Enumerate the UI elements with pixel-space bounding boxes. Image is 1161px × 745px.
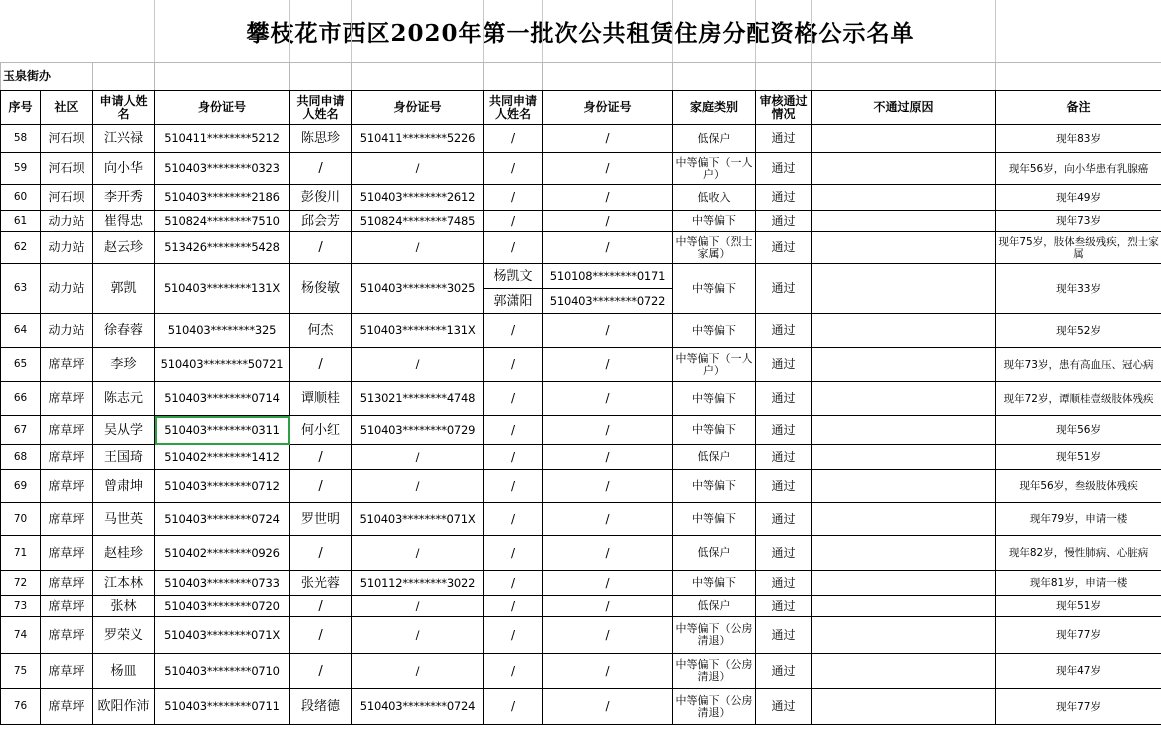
cell-id[interactable]: 510403********0710	[155, 654, 290, 689]
table-row	[1, 348, 1161, 382]
cell-id[interactable]: 510403********071X	[155, 617, 290, 654]
cell-id[interactable]: 510824********7510	[155, 211, 290, 232]
cell-community[interactable]: 席草坪	[41, 617, 93, 654]
cell-family-type[interactable]: 低保户	[673, 536, 756, 571]
cell-applicant[interactable]: 张林	[93, 596, 155, 617]
cell-id-3[interactable]: /	[543, 503, 673, 536]
cell-id[interactable]: 510403********325	[155, 314, 290, 348]
cell-co-applicant-1[interactable]: /	[290, 348, 352, 382]
cell-id[interactable]: 510403********0311	[155, 416, 290, 445]
cell-note[interactable]: 现年56岁，向小华患有乳腺癌	[996, 153, 1161, 185]
cell-review[interactable]: 通过	[756, 617, 812, 654]
header-applicant[interactable]: 申请人姓名	[93, 91, 155, 125]
header-review[interactable]: 审核通过情况	[756, 91, 812, 125]
cell-note[interactable]: 现年49岁	[996, 185, 1161, 211]
cell-review[interactable]: 通过	[756, 348, 812, 382]
cell-id[interactable]: 510403********0711	[155, 689, 290, 725]
cell-applicant[interactable]: 崔得忠	[93, 211, 155, 232]
cell-community[interactable]: 河石坝	[41, 125, 93, 153]
cell-seq[interactable]: 66	[1, 382, 41, 416]
cell-review[interactable]: 通过	[756, 416, 812, 445]
cell-co-applicant-2[interactable]: /	[484, 211, 543, 232]
cell-family-type[interactable]: 中等偏下	[673, 314, 756, 348]
cell-co-applicant-2[interactable]: /	[484, 232, 543, 264]
cell-community[interactable]: 席草坪	[41, 596, 93, 617]
cell-community[interactable]: 席草坪	[41, 503, 93, 536]
cell-seq[interactable]: 65	[1, 348, 41, 382]
cell-id-2[interactable]: 510403********0724	[352, 689, 484, 725]
cell-id[interactable]: 510403********0712	[155, 470, 290, 503]
table-row	[1, 470, 1161, 503]
cell-family-type[interactable]: 低保户	[673, 596, 756, 617]
cell-community[interactable]: 席草坪	[41, 416, 93, 445]
cell-id[interactable]: 510403********0724	[155, 503, 290, 536]
cell-community[interactable]: 动力站	[41, 211, 93, 232]
cell-id-3[interactable]: /	[543, 654, 673, 689]
cell-id-3[interactable]: /	[543, 617, 673, 654]
cell-community[interactable]: 席草坪	[41, 654, 93, 689]
cell-id-3[interactable]: /	[543, 314, 673, 348]
cell[interactable]	[155, 63, 290, 91]
cell-co-applicant-2[interactable]: /	[484, 125, 543, 153]
cell-applicant[interactable]: 马世英	[93, 503, 155, 536]
table-row	[1, 314, 1161, 348]
cell-id[interactable]: 510402********0926	[155, 536, 290, 571]
cell-seq[interactable]: 70	[1, 503, 41, 536]
allocation-table	[0, 62, 1161, 725]
cell-id-2[interactable]: /	[352, 232, 484, 264]
cell-id-3[interactable]: /	[543, 348, 673, 382]
gridline	[154, 0, 155, 62]
cell-co-applicant-1[interactable]: /	[290, 654, 352, 689]
cell-id-2[interactable]: /	[352, 445, 484, 470]
cell-id-2[interactable]: /	[352, 654, 484, 689]
gridline	[483, 0, 484, 62]
cell-id-2[interactable]: 510411********5226	[352, 125, 484, 153]
cell-id-3[interactable]: 510403********0722	[543, 289, 673, 314]
cell-id-2[interactable]: /	[352, 348, 484, 382]
cell-family-type[interactable]: 中等偏下	[673, 503, 756, 536]
cell-id-3[interactable]: /	[543, 571, 673, 596]
cell-community[interactable]: 河石坝	[41, 185, 93, 211]
cell-id[interactable]: 510403********2186	[155, 185, 290, 211]
cell-id-3[interactable]: /	[543, 536, 673, 571]
cell-family-type[interactable]: 中等偏下	[673, 211, 756, 232]
cell-note[interactable]: 现年75岁，肢体叁级残疾，烈士家属	[996, 232, 1161, 264]
cell-review[interactable]: 通过	[756, 654, 812, 689]
cell-id-3[interactable]: /	[543, 382, 673, 416]
cell-co-applicant-1[interactable]: 杨俊敏	[290, 264, 352, 314]
cell-family-type[interactable]: 中等偏下（烈士家属）	[673, 232, 756, 264]
cell-review[interactable]: 通过	[756, 314, 812, 348]
cell-fail-reason[interactable]	[812, 382, 996, 416]
group-label[interactable]: 玉泉街办	[1, 63, 93, 91]
cell-family-type[interactable]: 中等偏下（公房清退）	[673, 689, 756, 725]
cell[interactable]	[812, 63, 996, 91]
cell-fail-reason[interactable]	[812, 654, 996, 689]
cell-seq[interactable]: 72	[1, 571, 41, 596]
cell-co-applicant-1[interactable]: 何小红	[290, 416, 352, 445]
cell-co-applicant-1[interactable]: 段绪德	[290, 689, 352, 725]
cell-community[interactable]: 动力站	[41, 314, 93, 348]
cell[interactable]	[673, 63, 756, 91]
cell-co-applicant-2[interactable]: /	[484, 382, 543, 416]
cell-co-applicant-2[interactable]: /	[484, 617, 543, 654]
cell-fail-reason[interactable]	[812, 470, 996, 503]
cell-id[interactable]: 510411********5212	[155, 125, 290, 153]
cell-family-type[interactable]: 中等偏下	[673, 382, 756, 416]
cell-fail-reason[interactable]	[812, 416, 996, 445]
cell-applicant[interactable]: 欧阳作沛	[93, 689, 155, 725]
cell-id-3[interactable]: /	[543, 185, 673, 211]
cell[interactable]	[290, 63, 352, 91]
cell-seq[interactable]: 64	[1, 314, 41, 348]
cell-co-applicant-2[interactable]: /	[484, 185, 543, 211]
cell-co-applicant-2[interactable]: /	[484, 314, 543, 348]
cell-applicant[interactable]: 王国琦	[93, 445, 155, 470]
header-community[interactable]: 社区	[41, 91, 93, 125]
cell-review[interactable]: 通过	[756, 153, 812, 185]
cell-note[interactable]: 现年73岁	[996, 211, 1161, 232]
header-id[interactable]: 身份证号	[155, 91, 290, 125]
cell-note[interactable]: 现年51岁	[996, 445, 1161, 470]
header-family-type[interactable]: 家庭类别	[673, 91, 756, 125]
cell-seq[interactable]: 67	[1, 416, 41, 445]
cell-applicant[interactable]: 向小华	[93, 153, 155, 185]
cell-family-type[interactable]: 低保户	[673, 445, 756, 470]
table-row	[1, 596, 1161, 617]
cell-seq[interactable]: 74	[1, 617, 41, 654]
cell-seq[interactable]: 60	[1, 185, 41, 211]
cell-family-type[interactable]: 中等偏下	[673, 264, 756, 314]
cell-id-2[interactable]: 510403********2612	[352, 185, 484, 211]
cell-seq[interactable]: 73	[1, 596, 41, 617]
cell-note[interactable]: 现年56岁，叁级肢体残疾	[996, 470, 1161, 503]
gridline	[542, 0, 543, 62]
cell-applicant[interactable]: 赵桂珍	[93, 536, 155, 571]
cell-fail-reason[interactable]	[812, 503, 996, 536]
table-row	[1, 654, 1161, 689]
header-note[interactable]: 备注	[996, 91, 1161, 125]
cell-review[interactable]: 通过	[756, 470, 812, 503]
cell-review[interactable]: 通过	[756, 232, 812, 264]
cell-community[interactable]: 席草坪	[41, 470, 93, 503]
cell-co-applicant-2[interactable]: /	[484, 503, 543, 536]
header-id-3[interactable]: 身份证号	[543, 91, 673, 125]
cell-applicant[interactable]: 徐春蓉	[93, 314, 155, 348]
cell-community[interactable]: 席草坪	[41, 445, 93, 470]
cell-seq[interactable]: 69	[1, 470, 41, 503]
cell-id[interactable]: 510403********0323	[155, 153, 290, 185]
cell-id-2[interactable]: 510403********3025	[352, 264, 484, 314]
cell-note[interactable]: 现年77岁	[996, 689, 1161, 725]
cell-applicant[interactable]: 陈志元	[93, 382, 155, 416]
cell-review[interactable]: 通过	[756, 503, 812, 536]
cell-co-applicant-1[interactable]: /	[290, 536, 352, 571]
cell-community[interactable]: 动力站	[41, 264, 93, 314]
cell-co-applicant-1[interactable]: 张光蓉	[290, 571, 352, 596]
cell-seq[interactable]: 61	[1, 211, 41, 232]
cell-note[interactable]: 现年73岁，患有高血压、冠心病	[996, 348, 1161, 382]
cell-note[interactable]: 现年56岁	[996, 416, 1161, 445]
cell-id-2[interactable]: /	[352, 617, 484, 654]
cell-review[interactable]: 通过	[756, 689, 812, 725]
cell-id-2[interactable]: 510403********071X	[352, 503, 484, 536]
cell-family-type[interactable]: 中等偏下（一人户）	[673, 348, 756, 382]
cell[interactable]	[543, 63, 673, 91]
cell-co-applicant-2[interactable]: /	[484, 571, 543, 596]
cell-community[interactable]: 动力站	[41, 232, 93, 264]
cell-co-applicant-1[interactable]: 陈思珍	[290, 125, 352, 153]
cell-id-3[interactable]: 510108********0171	[543, 264, 673, 289]
cell-co-applicant-2[interactable]: /	[484, 689, 543, 725]
cell-id-3[interactable]: /	[543, 211, 673, 232]
table-row	[1, 617, 1161, 654]
cell-id-3[interactable]: /	[543, 470, 673, 503]
cell-family-type[interactable]: 中等偏下（公房清退）	[673, 617, 756, 654]
cell-id-2[interactable]: /	[352, 153, 484, 185]
cell-note[interactable]: 现年47岁	[996, 654, 1161, 689]
cell-note[interactable]: 现年33岁	[996, 264, 1161, 314]
cell-fail-reason[interactable]	[812, 125, 996, 153]
cell-applicant[interactable]: 李珍	[93, 348, 155, 382]
cell-id[interactable]: 510403********0733	[155, 571, 290, 596]
header-co-applicant-1[interactable]: 共同申请人姓名	[290, 91, 352, 125]
gridline	[289, 0, 290, 62]
cell-co-applicant-2[interactable]: /	[484, 416, 543, 445]
table-row	[1, 153, 1161, 185]
cell-co-applicant-1[interactable]: 罗世明	[290, 503, 352, 536]
cell-co-applicant-2[interactable]: /	[484, 153, 543, 185]
cell-id[interactable]: 510403********0720	[155, 596, 290, 617]
cell-family-type[interactable]: 低保户	[673, 125, 756, 153]
cell-fail-reason[interactable]	[812, 211, 996, 232]
table-row	[1, 264, 1161, 289]
table-row	[1, 125, 1161, 153]
cell-fail-reason[interactable]	[812, 348, 996, 382]
cell-id-3[interactable]: /	[543, 416, 673, 445]
cell-applicant[interactable]: 江兴禄	[93, 125, 155, 153]
cell-family-type[interactable]: 低收入	[673, 185, 756, 211]
cell-id[interactable]: 510403********50721	[155, 348, 290, 382]
cell-community[interactable]: 席草坪	[41, 348, 93, 382]
cell-fail-reason[interactable]	[812, 232, 996, 264]
cell-co-applicant-1[interactable]: 何杰	[290, 314, 352, 348]
cell-note[interactable]: 现年51岁	[996, 596, 1161, 617]
cell-applicant[interactable]: 江本林	[93, 571, 155, 596]
cell-applicant[interactable]: 杨皿	[93, 654, 155, 689]
table-row	[1, 445, 1161, 470]
cell-co-applicant-1[interactable]: /	[290, 445, 352, 470]
cell-co-applicant-2[interactable]: /	[484, 470, 543, 503]
cell-id[interactable]: 513426********5428	[155, 232, 290, 264]
cell-seq[interactable]: 58	[1, 125, 41, 153]
table-row	[1, 211, 1161, 232]
cell-community[interactable]: 席草坪	[41, 382, 93, 416]
cell-family-type[interactable]: 中等偏下	[673, 470, 756, 503]
cell-id-2[interactable]: 510403********0729	[352, 416, 484, 445]
cell-id-2[interactable]: 510112********3022	[352, 571, 484, 596]
cell-applicant[interactable]: 曾肃坤	[93, 470, 155, 503]
cell-family-type[interactable]: 中等偏下	[673, 416, 756, 445]
cell-community[interactable]: 席草坪	[41, 689, 93, 725]
cell-co-applicant-2[interactable]: 郭潇阳	[484, 289, 543, 314]
cell-family-type[interactable]: 中等偏下（一人户）	[673, 153, 756, 185]
cell-co-applicant-1[interactable]: /	[290, 232, 352, 264]
cell-fail-reason[interactable]	[812, 185, 996, 211]
cell-co-applicant-1[interactable]: /	[290, 617, 352, 654]
gridline	[672, 0, 673, 62]
sheet-title: 攀枝花市西区2020年第一批次公共租赁住房分配资格公示名单	[0, 0, 1161, 63]
table-row	[1, 416, 1161, 445]
cell-id-2[interactable]: /	[352, 596, 484, 617]
cell-applicant[interactable]: 罗荣义	[93, 617, 155, 654]
cell-family-type[interactable]: 中等偏下	[673, 571, 756, 596]
cell-id-3[interactable]: /	[543, 153, 673, 185]
cell[interactable]	[484, 63, 543, 91]
cell-family-type[interactable]: 中等偏下（公房清退）	[673, 654, 756, 689]
table-row	[1, 382, 1161, 416]
cell-fail-reason[interactable]	[812, 264, 996, 314]
cell-review[interactable]: 通过	[756, 185, 812, 211]
cell-review[interactable]: 通过	[756, 382, 812, 416]
cell-fail-reason[interactable]	[812, 596, 996, 617]
cell-co-applicant-1[interactable]: /	[290, 596, 352, 617]
cell-note[interactable]: 现年77岁	[996, 617, 1161, 654]
cell-fail-reason[interactable]	[812, 689, 996, 725]
header-seq[interactable]: 序号	[1, 91, 41, 125]
cell[interactable]	[996, 63, 1161, 91]
cell-co-applicant-1[interactable]: 邱会芳	[290, 211, 352, 232]
cell-review[interactable]: 通过	[756, 596, 812, 617]
cell-co-applicant-2[interactable]: /	[484, 348, 543, 382]
table-row	[1, 689, 1161, 725]
cell-co-applicant-2[interactable]: 杨凯文	[484, 264, 543, 289]
cell-applicant[interactable]: 吴从学	[93, 416, 155, 445]
cell-review[interactable]: 通过	[756, 536, 812, 571]
cell-co-applicant-1[interactable]: 彭俊川	[290, 185, 352, 211]
cell-community[interactable]: 席草坪	[41, 536, 93, 571]
cell-co-applicant-1[interactable]: /	[290, 470, 352, 503]
cell-note[interactable]: 现年52岁	[996, 314, 1161, 348]
cell-community[interactable]: 席草坪	[41, 571, 93, 596]
cell-review[interactable]: 通过	[756, 264, 812, 314]
cell-co-applicant-2[interactable]: /	[484, 596, 543, 617]
cell-seq[interactable]: 62	[1, 232, 41, 264]
header-row	[1, 91, 1161, 125]
table-row	[1, 503, 1161, 536]
cell[interactable]	[352, 63, 484, 91]
cell-id[interactable]: 510402********1412	[155, 445, 290, 470]
cell-note[interactable]: 现年82岁，慢性肺病、心脏病	[996, 536, 1161, 571]
cell-co-applicant-2[interactable]: /	[484, 654, 543, 689]
cell-co-applicant-2[interactable]: /	[484, 445, 543, 470]
table-row	[1, 536, 1161, 571]
table-row	[1, 185, 1161, 211]
cell-fail-reason[interactable]	[812, 617, 996, 654]
cell-co-applicant-1[interactable]: 谭顺桂	[290, 382, 352, 416]
cell-id-2[interactable]: 513021********4748	[352, 382, 484, 416]
cell-seq[interactable]: 75	[1, 654, 41, 689]
cell-fail-reason[interactable]	[812, 314, 996, 348]
cell-id-2[interactable]: 510403********131X	[352, 314, 484, 348]
cell-fail-reason[interactable]	[812, 571, 996, 596]
cell-seq[interactable]: 76	[1, 689, 41, 725]
header-fail-reason[interactable]: 不通过原因	[812, 91, 996, 125]
cell-id-2[interactable]: 510824********7485	[352, 211, 484, 232]
cell-applicant[interactable]: 赵云珍	[93, 232, 155, 264]
cell-seq[interactable]: 63	[1, 264, 41, 314]
cell-co-applicant-2[interactable]: /	[484, 536, 543, 571]
cell-id-2[interactable]: /	[352, 470, 484, 503]
header-id-2[interactable]: 身份证号	[352, 91, 484, 125]
cell-id-3[interactable]: /	[543, 125, 673, 153]
cell-id[interactable]: 510403********131X	[155, 264, 290, 314]
cell-applicant[interactable]: 李开秀	[93, 185, 155, 211]
cell-review[interactable]: 通过	[756, 445, 812, 470]
cell-note[interactable]: 现年79岁，申请一楼	[996, 503, 1161, 536]
gridline	[755, 0, 756, 62]
group-row	[1, 63, 1161, 91]
cell-fail-reason[interactable]	[812, 536, 996, 571]
gridline	[351, 0, 352, 62]
cell-id-2[interactable]: /	[352, 536, 484, 571]
cell-seq[interactable]: 68	[1, 445, 41, 470]
cell-applicant[interactable]: 郭凯	[93, 264, 155, 314]
cell-community[interactable]: 河石坝	[41, 153, 93, 185]
table-row	[1, 232, 1161, 264]
cell-review[interactable]: 通过	[756, 571, 812, 596]
gridline	[995, 0, 996, 62]
cell-id[interactable]: 510403********0714	[155, 382, 290, 416]
cell[interactable]	[93, 63, 155, 91]
cell-review[interactable]: 通过	[756, 125, 812, 153]
cell-fail-reason[interactable]	[812, 445, 996, 470]
cell-id-3[interactable]: /	[543, 445, 673, 470]
cell-id-3[interactable]: /	[543, 232, 673, 264]
cell-note[interactable]: 现年83岁	[996, 125, 1161, 153]
cell-id-3[interactable]: /	[543, 596, 673, 617]
gridline	[811, 0, 812, 62]
cell-seq[interactable]: 71	[1, 536, 41, 571]
cell-seq[interactable]: 59	[1, 153, 41, 185]
header-co-applicant-2[interactable]: 共同申请人姓名	[484, 91, 543, 125]
cell-co-applicant-1[interactable]: /	[290, 153, 352, 185]
cell-id-3[interactable]: /	[543, 689, 673, 725]
cell[interactable]	[756, 63, 812, 91]
cell-review[interactable]: 通过	[756, 211, 812, 232]
cell-note[interactable]: 现年81岁，申请一楼	[996, 571, 1161, 596]
cell-fail-reason[interactable]	[812, 153, 996, 185]
table-row	[1, 571, 1161, 596]
cell-note[interactable]: 现年72岁，谭顺桂壹级肢体残疾	[996, 382, 1161, 416]
